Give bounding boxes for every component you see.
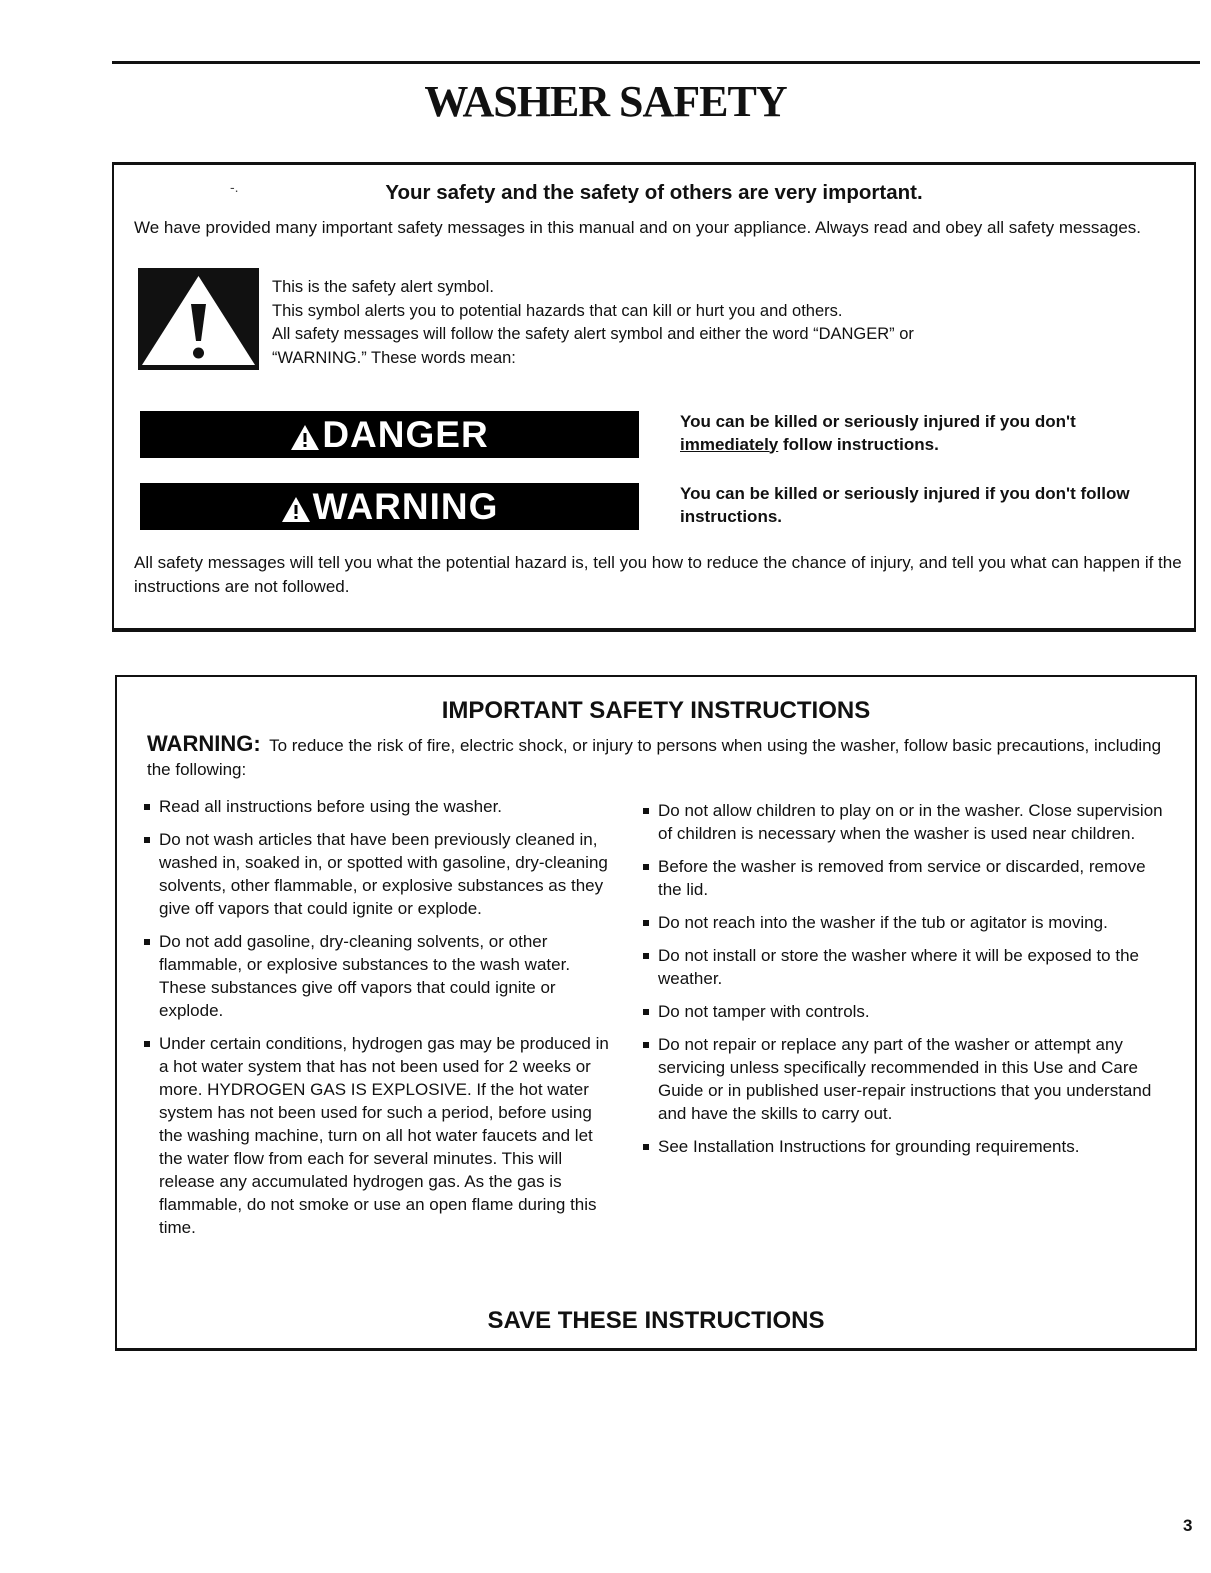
list-item: [141, 795, 611, 818]
alert-triangle-icon: [290, 415, 320, 462]
list-item-text: Under certain conditions, hydrogen gas may be produced in a hot water system that has not been used for 2 weeks or more. HYDROGEN GAS IS EXPLOSIVE. If the hot water system has not been used for such a period, before using the washing machine, turn on all hot water faucets and let the water flow from each for several minutes. This will release any accumulated hydrogen gas. As the gas is flammable, do not smoke or use an open flame during this time.: [159, 1034, 609, 1237]
square-bullet-icon: [144, 837, 150, 843]
square-bullet-icon: [643, 953, 649, 959]
warning-label: WARNING: [312, 486, 499, 527]
alert-line: All safety messages will follow the safety alert symbol and either the word “DANGER” or: [272, 325, 914, 343]
alert-symbol-explanation: [272, 276, 1152, 370]
list-item: [141, 930, 611, 1022]
list-item-text: Do not allow children to play on or in the washer. Close supervision of children is necessary when the washer is used near children.: [658, 801, 1163, 843]
safety-box-heading: Your safety and the safety of others are very important.: [385, 181, 923, 204]
safety-alert-triangle-icon: [138, 268, 259, 370]
warning-lead: [147, 732, 1177, 782]
safety-outro: All safety messages will tell you what the potential hazard is, tell you how to reduce the chance of injury, and tell you what can happen if the instructions are not followed.: [134, 553, 1182, 596]
alert-line: “WARNING.” These words mean:: [272, 348, 516, 367]
important-instructions-box: [115, 675, 1197, 1351]
safety-intro: We have provided many important safety messages in this manual and on your appliance. Always read and obey all safety messages.: [134, 218, 1142, 237]
page-title: WASHER SAFETY: [424, 77, 787, 126]
warning-lead-text: To reduce the risk of fire, electric shock, or injury to persons when using the washer, follow basic precautions, including the following:: [147, 736, 1162, 779]
danger-text-part: follow instructions.: [783, 434, 939, 454]
square-bullet-icon: [144, 1041, 150, 1047]
list-item: [141, 828, 611, 920]
list-item-text: Do not install or store the washer where it will be exposed to the weather.: [658, 946, 1139, 988]
square-bullet-icon: [643, 920, 649, 926]
list-item: [640, 1033, 1170, 1125]
danger-text-underlined: immediately: [680, 434, 779, 454]
list-item: [640, 944, 1170, 990]
square-bullet-icon: [643, 1144, 649, 1150]
danger-label: DANGER: [322, 414, 489, 455]
danger-banner: [140, 411, 639, 458]
list-item: [141, 1032, 611, 1239]
square-bullet-icon: [144, 939, 150, 945]
instructions-right-column: [640, 799, 1170, 1168]
list-item-text: Do not add gasoline, dry-cleaning solvents, or other flammable, or explosive substances to the wash water. These substances give off vapors that could ignite or explode.: [159, 932, 571, 1020]
top-rule: [112, 61, 1200, 64]
alert-line: This is the safety alert symbol.: [272, 278, 494, 296]
list-item-text: Before the washer is removed from service or discarded, remove the lid.: [658, 857, 1146, 899]
danger-text-part: You can be killed or seriously injured if you don't: [680, 412, 1076, 431]
warning-banner: [140, 483, 639, 530]
list-item: [640, 799, 1170, 845]
warning-description: You can be killed or seriously injured if you don't follow instructions.: [680, 484, 1130, 526]
alert-triangle-icon: [281, 487, 311, 534]
square-bullet-icon: [643, 808, 649, 814]
list-item-text: Do not tamper with controls.: [658, 1002, 870, 1021]
list-item-text: Read all instructions before using the washer.: [159, 797, 503, 816]
square-bullet-icon: [643, 1042, 649, 1048]
danger-description: [680, 411, 1170, 456]
safety-message-box: [112, 162, 1196, 632]
list-item-text: See Installation Instructions for grounding requirements.: [658, 1137, 1080, 1156]
list-item-text: Do not wash articles that have been previously cleaned in, washed in, soaked in, or spotted with gasoline, dry-cleaning solvents, other flammable, or explosive substances as they give off vapors that could ignite or explode.: [159, 830, 608, 918]
stray-mark: -.: [230, 179, 239, 195]
warning-word: WARNING:: [147, 731, 261, 756]
instructions-left-column: [141, 795, 611, 1249]
list-item: [640, 911, 1170, 934]
list-item: [640, 1000, 1170, 1023]
square-bullet-icon: [144, 804, 150, 810]
save-instructions-footer: SAVE THESE INSTRUCTIONS: [487, 1307, 825, 1334]
alert-line: This symbol alerts you to potential hazards that can kill or hurt you and others.: [272, 301, 843, 320]
instructions-heading: IMPORTANT SAFETY INSTRUCTIONS: [441, 697, 871, 724]
page-number: 3: [1183, 1516, 1193, 1535]
square-bullet-icon: [643, 864, 649, 870]
list-item: [640, 1135, 1170, 1158]
list-item-text: Do not reach into the washer if the tub or agitator is moving.: [658, 913, 1108, 932]
list-item-text: Do not repair or replace any part of the washer or attempt any servicing unless specifically recommended in this Use and Care Guide or in published user-repair instructions that you understand and have the skills to carry out.: [658, 1035, 1152, 1123]
list-item: [640, 855, 1170, 901]
square-bullet-icon: [643, 1009, 649, 1015]
